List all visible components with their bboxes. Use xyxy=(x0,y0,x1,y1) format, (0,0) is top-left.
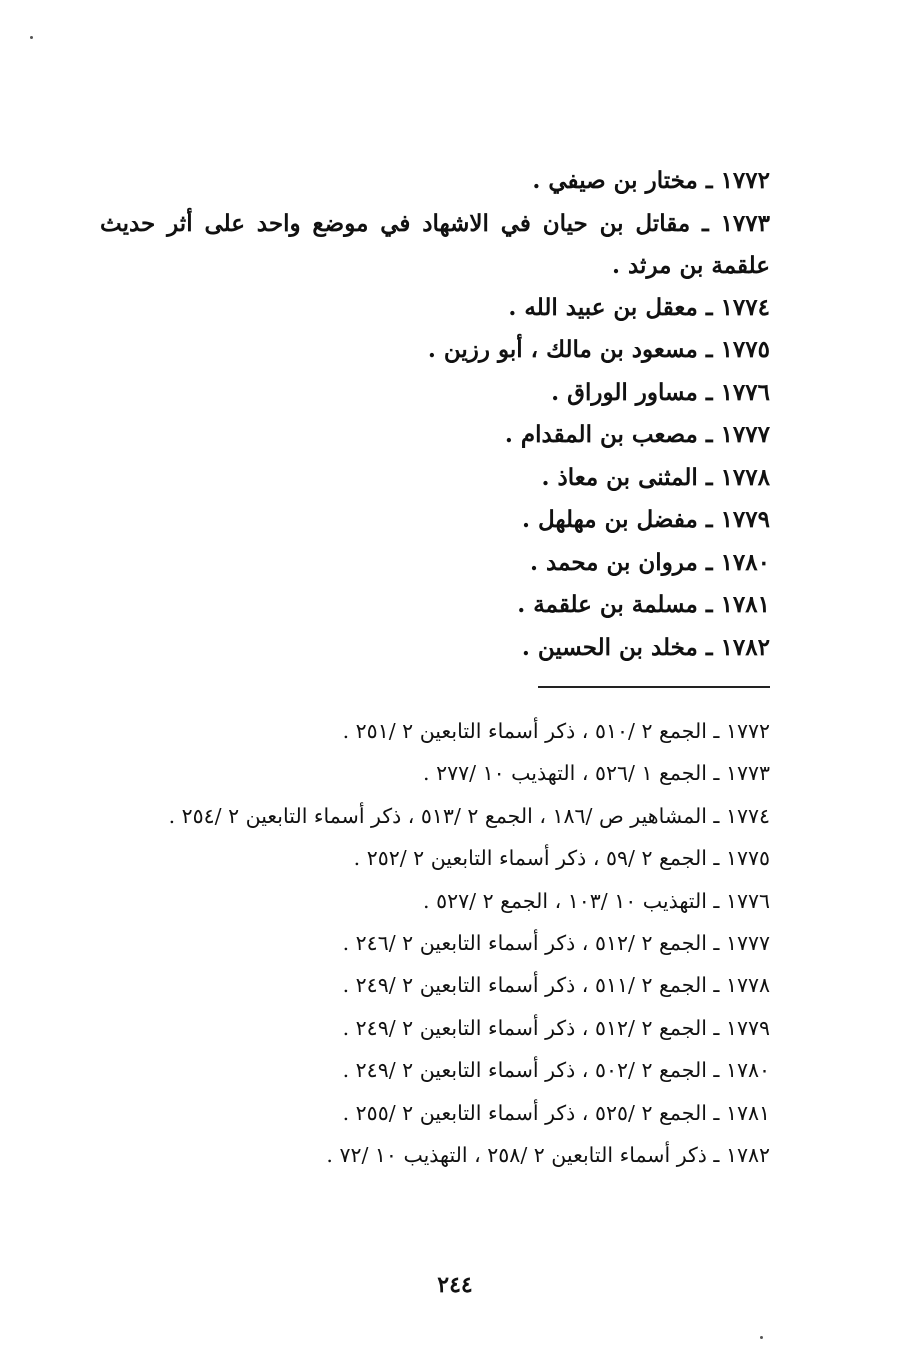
entries-list xyxy=(100,160,770,669)
entry-1773: ١٧٧٣ ـ مقاتل بن حيان في الاشهاد في موضع واحد على أثر حديث علقمة بن مرثد . xyxy=(100,209,770,279)
footnote-1778: ١٧٧٨ ـ الجمع ٢ /٥١١ ، ذكر أسماء التابعين ٢ /٢٤٩ . xyxy=(342,973,770,998)
footnote-1774: ١٧٧٤ ـ المشاهير ص /١٨٦ ، الجمع ٢ /٥١٣ ، ذكر أسماء التابعين ٢ /٢٥٤ . xyxy=(168,803,770,828)
entry-1781: ١٧٨١ ـ مسلمة بن علقمة . xyxy=(517,591,770,618)
footnote-1781: ١٧٨١ ـ الجمع ٢ /٥٢٥ ، ذكر أسماء التابعين ٢ /٢٥٥ . xyxy=(342,1100,770,1125)
footnote-1772: ١٧٧٢ ـ الجمع ٢ /٥١٠ ، ذكر أسماء التابعين ٢ /٢٥١ . xyxy=(342,719,770,743)
entry-1776: ١٧٧٦ ـ مساور الوراق . xyxy=(551,378,770,406)
entry-1774: ١٧٧٤ ـ معقل بن عبيد الله . xyxy=(508,293,770,321)
footnote-1773: ١٧٧٣ ـ الجمع ١ /٥٢٦ ، التهذيب ١٠ /٢٧٧ . xyxy=(423,761,770,786)
footnote-1779: ١٧٧٩ ـ الجمع ٢ /٥١٢ ، ذكر أسماء التابعين ٢ /٢٤٩ . xyxy=(342,1015,770,1040)
entry-1772: ١٧٧٢ ـ مختار بن صيفي . xyxy=(532,167,770,194)
footnote-1782: ١٧٨٢ ـ ذكر أسماء التابعين ٢ /٢٥٨ ، التهذيب ١٠ /٧٢ . xyxy=(326,1143,770,1168)
entry-1779: ١٧٧٩ ـ مفضل بن مهلهل . xyxy=(522,506,770,533)
entry-1778: ١٧٧٨ ـ المثنى بن معاذ . xyxy=(541,463,770,491)
scan-speck xyxy=(760,1336,763,1339)
footnote-1776: ١٧٧٦ ـ التهذيب ١٠ /١٠٣ ، الجمع ٢ /٥٢٧ . xyxy=(423,888,770,913)
scan-speck xyxy=(30,36,33,39)
footnote-separator xyxy=(538,686,770,688)
entry-1780: ١٧٨٠ ـ مروان بن محمد . xyxy=(529,548,770,576)
entry-1775: ١٧٧٥ ـ مسعود بن مالك ، أبو رزين . xyxy=(427,336,770,363)
footnote-1775: ١٧٧٥ ـ الجمع ٢ /٥٩ ، ذكر أسماء التابعين ٢ /٢٥٢ . xyxy=(353,846,770,871)
entry-1782: ١٧٨٢ ـ مخلد بن الحسين . xyxy=(521,633,770,661)
footnote-1777: ١٧٧٧ ـ الجمع ٢ /٥١٢ ، ذكر أسماء التابعين ٢ /٢٤٦ . xyxy=(342,931,770,956)
page-number: ٢٤٤ xyxy=(437,1272,473,1298)
footnote-1780: ١٧٨٠ ـ الجمع ٢ /٥٠٢ ، ذكر أسماء التابعين ٢ /٢٤٩ . xyxy=(342,1058,770,1083)
entry-1777: ١٧٧٧ ـ مصعب بن المقدام . xyxy=(504,421,770,448)
footnotes-list xyxy=(100,710,770,1176)
